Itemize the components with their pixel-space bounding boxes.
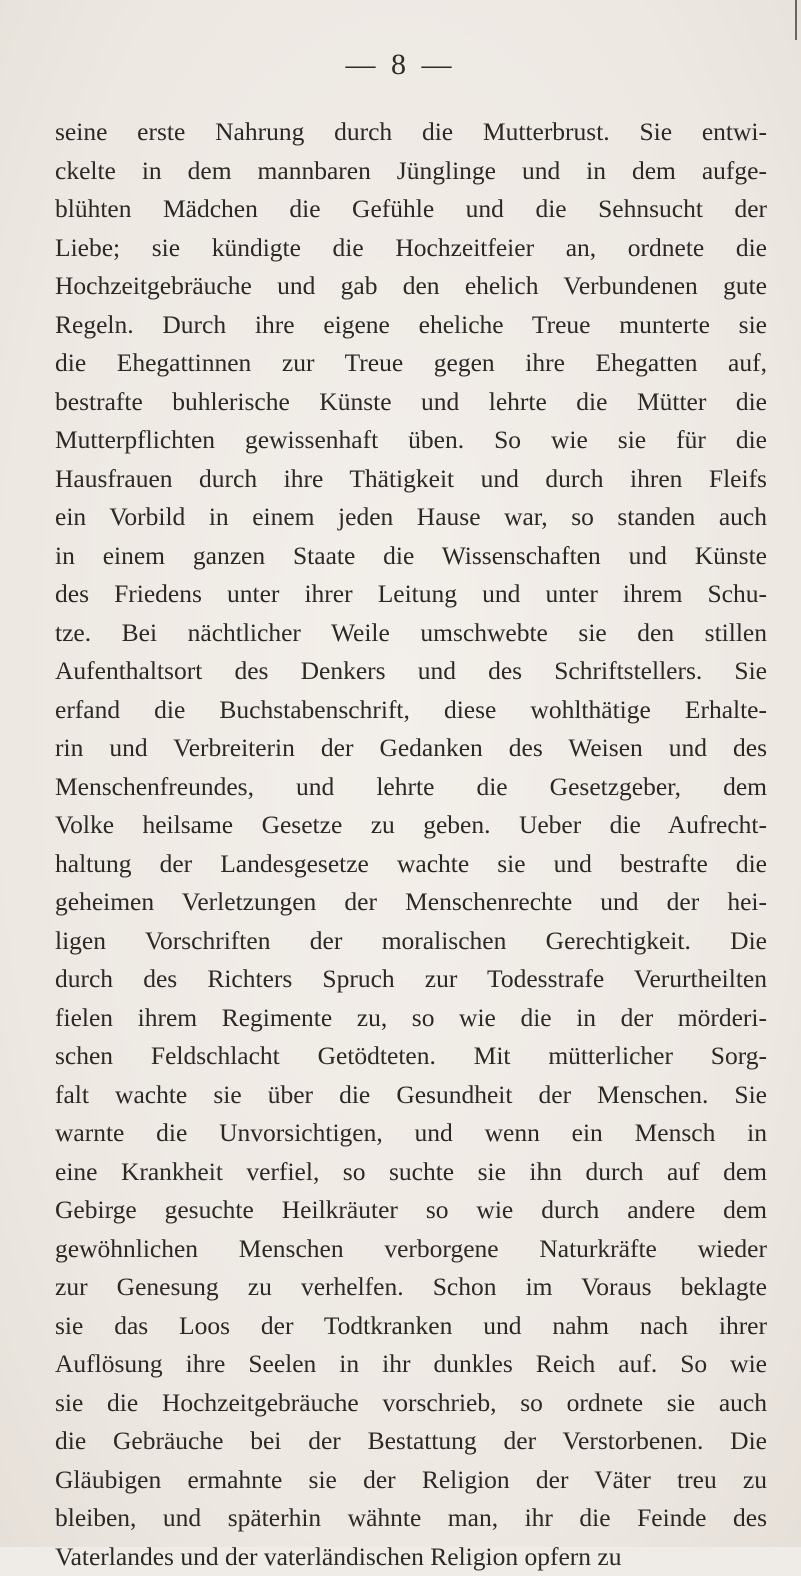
text-line: zur Genesung zu verhelfen. Schon im Voraus beklagte [55,1268,767,1307]
text-line: Regeln. Durch ihre eigene eheliche Treue munterte sie [55,306,767,345]
text-line: in einem ganzen Staate die Wissenschaften und Künste [55,537,767,576]
text-line: erfand die Buchstabenschrift, diese wohlthätige Erhalte- [55,691,767,730]
text-line: Auflösung ihre Seelen in ihr dunkles Reich auf. So wie [55,1345,767,1384]
text-line: die Ehegattinnen zur Treue gegen ihre Ehegatten auf, [55,344,767,383]
text-line: bestrafte buhlerische Künste und lehrte die Mütter die [55,383,767,422]
text-line: tze. Bei nächtlicher Weile umschwebte sie den stillen [55,614,767,653]
text-line: geheimen Verletzungen der Menschenrechte und der hei- [55,883,767,922]
text-line: warnte die Unvorsichtigen, und wenn ein Mensch in [55,1114,767,1153]
text-line: Menschenfreundes, und lehrte die Gesetzgeber, dem [55,768,767,807]
text-line: sie die Hochzeitgebräuche vorschrieb, so ordnete sie auch [55,1384,767,1423]
text-line: Hochzeitgebräuche und gab den ehelich Verbundenen gute [55,267,767,306]
page-edge-mark [795,0,797,40]
text-line: eine Krankheit verfiel, so suchte sie ihn durch auf dem [55,1153,767,1192]
text-line: gewöhnlichen Menschen verborgene Naturkräfte wieder [55,1230,767,1269]
text-line: Aufenthaltsort des Denkers und des Schriftstellers. Sie [55,652,767,691]
text-line: Hausfrauen durch ihre Thätigkeit und durch ihren Fleifs [55,460,767,499]
text-line: fielen ihrem Regimente zu, so wie die in der mörderi- [55,999,767,1038]
text-line: schen Feldschlacht Getödteten. Mit mütterlicher Sorg- [55,1037,767,1076]
text-line: blühten Mädchen die Gefühle und die Sehnsucht der [55,190,767,229]
text-line: sie das Loos der Todtkranken und nahm nach ihrer [55,1307,767,1346]
text-line: Vaterlandes und der vaterländischen Religion opfern zu [55,1538,767,1576]
text-line: Mutterpflichten gewissenhaft üben. So wie sie für die [55,421,767,460]
text-line: falt wachte sie über die Gesundheit der Menschen. Sie [55,1076,767,1115]
text-line: Gebirge gesuchte Heilkräuter so wie durch andere dem [55,1191,767,1230]
text-line: Volke heilsame Gesetze zu geben. Ueber die Aufrecht- [55,806,767,845]
text-line: durch des Richters Spruch zur Todesstrafe Verurtheilten [55,960,767,999]
text-line: bleiben, und späterhin wähnte man, ihr die Feinde des [55,1499,767,1538]
text-line: Gläubigen ermahnte sie der Religion der Väter treu zu [55,1461,767,1500]
text-line: rin und Verbreiterin der Gedanken des Weisen und des [55,729,767,768]
text-line: ein Vorbild in einem jeden Hause war, so standen auch [55,498,767,537]
text-line: Liebe; sie kündigte die Hochzeitfeier an, ordnete die [55,229,767,268]
body-text [55,113,767,1576]
page-number-header: — 8 — [0,48,801,82]
text-line: seine erste Nahrung durch die Mutterbrust. Sie entwi- [55,113,767,152]
text-line: die Gebräuche bei der Bestattung der Verstorbenen. Die [55,1422,767,1461]
text-line: ligen Vorschriften der moralischen Gerechtigkeit. Die [55,922,767,961]
text-line: haltung der Landesgesetze wachte sie und bestrafte die [55,845,767,884]
text-line: ckelte in dem mannbaren Jünglinge und in dem aufge- [55,152,767,191]
text-line: des Friedens unter ihrer Leitung und unter ihrem Schu- [55,575,767,614]
